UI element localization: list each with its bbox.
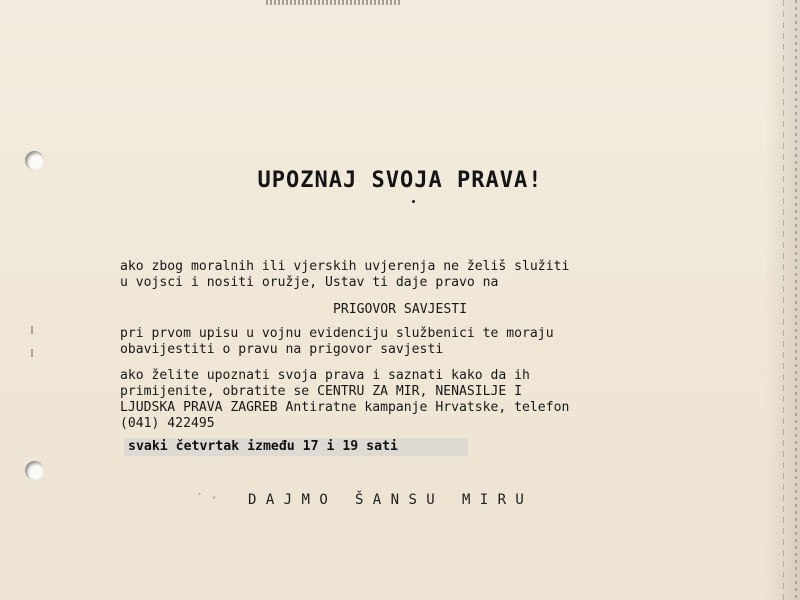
paragraph-2-line-1: pri prvom upisu u vojnu evidenciju službenici te moraju [120,326,554,341]
paragraph-1-line-1: ako zbog moralnih ili vjerskih uvjerenja ne želiš služiti [120,259,570,274]
schedule-line: svaki četvrtak između 17 i 19 sati [128,439,398,454]
document-heading: UPOZNAJ SVOJA PRAVA! [257,168,543,193]
paragraph-1-line-2: u vojsci i nositi oružje, Ustav ti daje pravo na [120,275,499,290]
footer-slogan: DAJMO ŠANSU MIRU [248,492,534,508]
right-edge-perforation [783,0,784,600]
footer-ink-marks: ′ · [196,491,218,505]
punch-hole-bottom [25,461,44,480]
ink-dot [412,200,415,203]
margin-mark [31,326,33,334]
margin-mark [31,349,33,357]
paragraph-3-line-1: ako želite upoznati svoja prava i saznati kako da ih [120,368,530,383]
paragraph-3-line-2: primijenite, obratite se CENTRU ZA MIR, NENASILJE I [120,384,523,399]
right-edge-perforation-outer [795,0,797,600]
top-edge-print-strip [266,0,400,5]
center-term: PRIGOVOR SAVJESTI [332,302,467,317]
paragraph-3-line-3: LJUDSKA PRAVA ZAGREB Antiratne kampanje Hrvatske, telefon [120,400,570,415]
paragraph-2-line-2: obavijestiti o pravu na prigovor savjesti [120,342,444,357]
paragraph-3-line-4: (041) 422495 [120,416,215,431]
